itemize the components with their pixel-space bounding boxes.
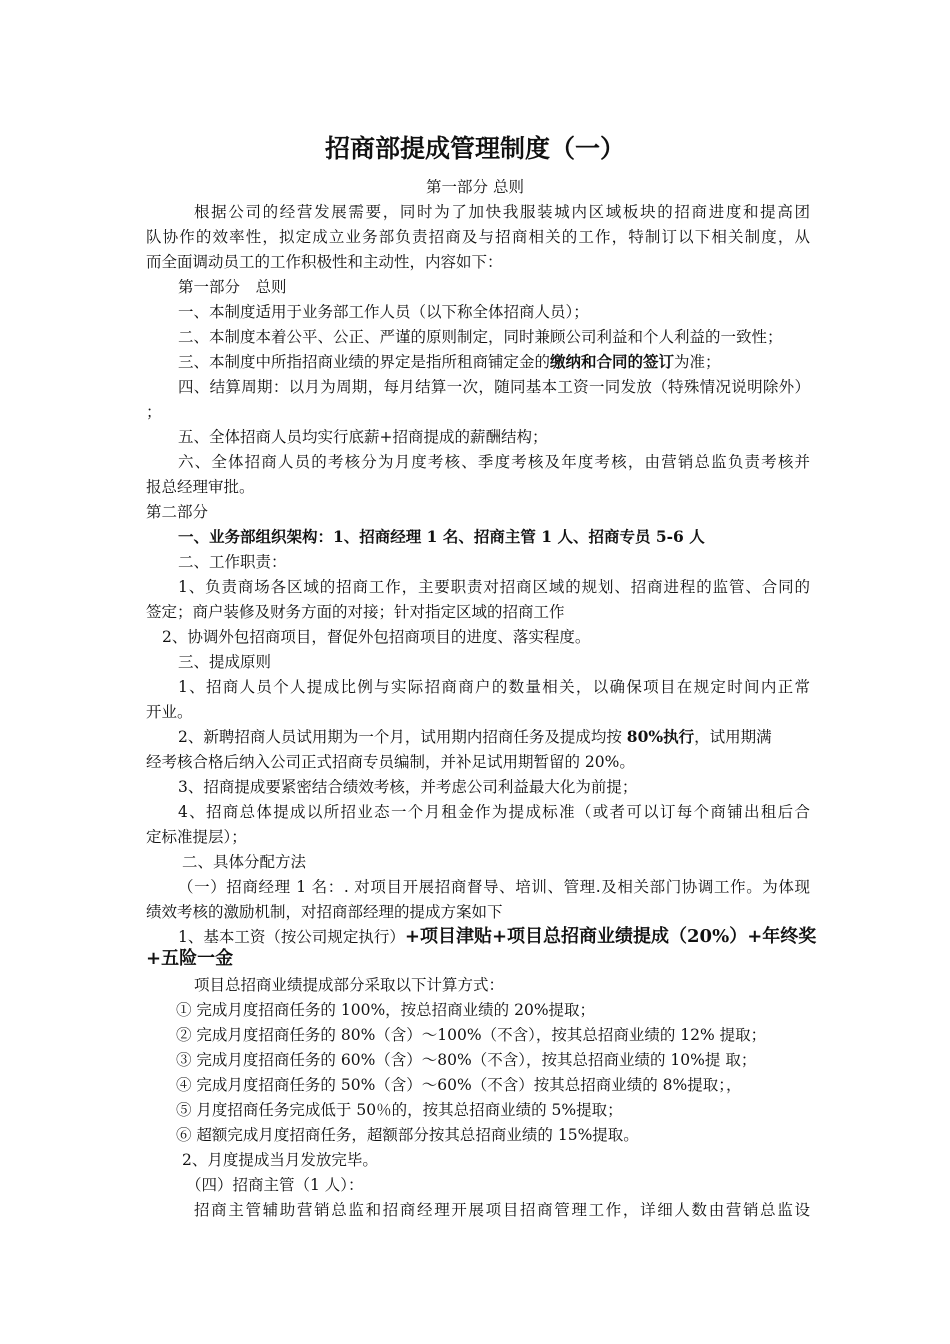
subsection-heading: 二、具体分配方法 — [182, 853, 307, 871]
commission-tier: ③ 完成月度招商任务的 60%（含）～80%（不含），按其总招商业绩的 10%提 取； — [176, 1051, 757, 1069]
paragraph-line: 经考核合格后纳入公司正式招商专员编制，并补足试用期暂留的 20%。 — [146, 753, 635, 771]
paragraph-line: 签定；商户装修及财务方面的对接；针对指定区域的招商工作 — [146, 603, 565, 621]
paragraph-line: 项目总招商业绩提成部分采取以下计算方式： — [194, 976, 505, 994]
paragraph-line: 而全面调动员工的工作积极性和主动性，内容如下： — [146, 253, 503, 271]
section-heading: 第二部分 — [146, 503, 209, 521]
paragraph-line: 定标准提层）； — [146, 828, 247, 846]
rule-item: 六、全体招商人员的考核分为月度考核、季度考核及年度考核，由营销总监负责考核并 — [178, 453, 810, 471]
org-structure-line: 一、业务部组织架构：1、招商经理 1 名、招商主管 1 人、招商专员 5-6 人 — [178, 527, 705, 546]
principle-item: 4、招商总体提成以所招业态一个月租金作为提成标准（或者可以订每个商铺出租后合 — [178, 803, 810, 821]
document-title: 招商部提成管理制度（一） — [324, 134, 625, 163]
section-heading: 第一部分 总则 — [426, 178, 524, 196]
emphasis-text: +项目津贴+项目总招商业绩提成（20%）+年终奖 — [404, 926, 817, 947]
paragraph-line: 绩效考核的激励机制，对招商部经理的提成方案如下 — [146, 903, 503, 921]
principle-item: 3、招商提成要紧密结合绩效考核，并考虑公司利益最大化为前提； — [178, 778, 638, 796]
paragraph-line: 招商主管辅助营销总监和招商经理开展项目招商管理工作，详细人数由营销总监设 — [194, 1201, 810, 1219]
duty-item: 2、协调外包招商项目，督促外包招商项目的进度、落实程度。 — [162, 628, 591, 646]
section-heading: 第一部分 总则 — [178, 278, 287, 296]
paragraph-line: ； — [146, 403, 162, 421]
commission-tier: ④ 完成月度招商任务的 50%（含）～60%（不含）按其总招商业绩的 8%提取；， — [176, 1076, 742, 1094]
principle-item: 1、招商人员个人提成比例与实际招商商户的数量相关，以确保项目在规定时间内正常 — [178, 678, 810, 696]
paragraph-line: 根据公司的经营发展需要，同时为了加快我服装城内区域板块的招商进度和提高团 — [194, 203, 810, 221]
allocation-item: 2、月度提成当月发放完毕。 — [182, 1151, 378, 1169]
allocation-item: （一）招商经理 1 名：. 对项目开展招商督导、培训、管理.及相关部门协调工作。为体现 — [178, 878, 810, 896]
rule-item: 五、全体招商人员均实行底薪+招商提成的薪酬结构； — [178, 428, 548, 446]
emphasis-text: 缴纳和合同的签订 — [550, 352, 675, 371]
paragraph-line: 开业。 — [146, 703, 193, 721]
salary-structure-line: 1、基本工资（按公司规定执行）+项目津贴+项目总招商业绩提成（20%）+年终奖 — [178, 926, 817, 947]
commission-tier: ② 完成月度招商任务的 80%（含）～100%（不含），按其总招商业绩的 12% 提取； — [176, 1026, 767, 1044]
subsection-heading: （四）招商主管（1 人）： — [186, 1176, 364, 1194]
commission-tier: ① 完成月度招商任务的 100%，按总招商业绩的 20%提取； — [176, 1001, 596, 1019]
paragraph-line: 队协作的效率性，拟定成立业务部负责招商及与招商相关的工作，特制订以下相关制度，从 — [146, 228, 810, 246]
salary-structure-line: +五险一金 — [146, 948, 234, 969]
subsection-heading: 三、提成原则 — [178, 653, 272, 671]
emphasis-text: 80%执行 — [626, 727, 695, 746]
principle-item: 2、新聘招商人员试用期为一个月，试用期内招商任务及提成均按 80%执行，试用期满 — [178, 727, 772, 746]
subsection-heading: 二、工作职责： — [178, 553, 287, 571]
commission-tier: ⑥ 超额完成月度招商任务，超额部分按其总招商业绩的 15%提取。 — [176, 1126, 639, 1144]
rule-item: 二、本制度本着公平、公正、严谨的原则制定，同时兼顾公司利益和个人利益的一致性； — [178, 328, 783, 346]
duty-item: 1、负责商场各区域的招商工作，主要职责对招商区域的规划、招商进程的监管、合同的 — [178, 578, 810, 596]
rule-item: 四、结算周期：以月为周期，每月结算一次，随同基本工资一同发放（特殊情况说明除外） — [178, 378, 810, 396]
paragraph-line: 报总经理审批。 — [146, 478, 255, 496]
rule-item: 三、本制度中所指招商业绩的界定是指所租商铺定金的缴纳和合同的签订为准； — [178, 352, 721, 371]
rule-item: 一、本制度适用于业务部工作人员（以下称全体招商人员）； — [178, 303, 589, 321]
commission-tier: ⑤ 月度招商任务完成低于 50％的，按其总招商业绩的 5%提取； — [176, 1101, 623, 1119]
